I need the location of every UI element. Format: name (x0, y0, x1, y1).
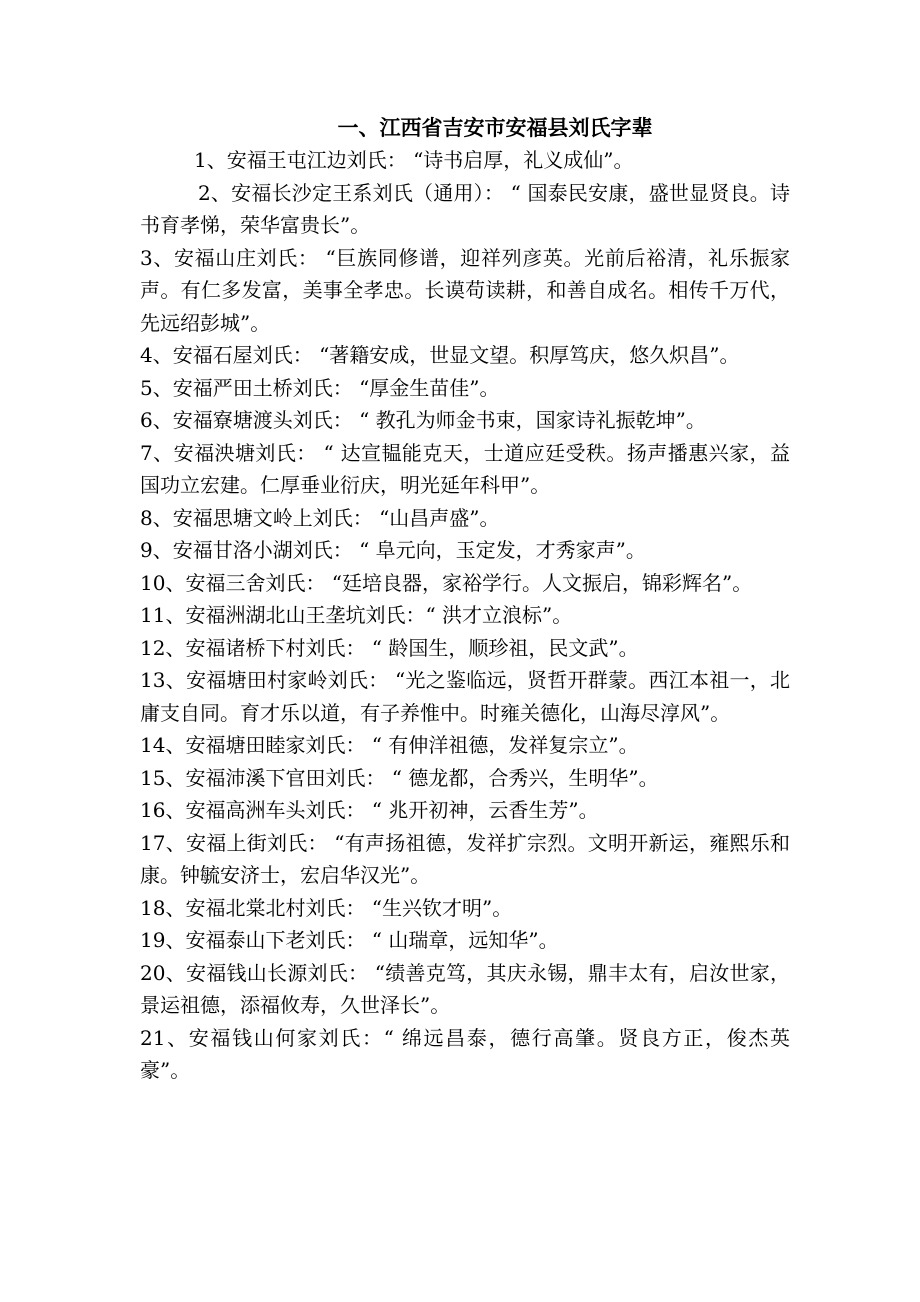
entry-6: 6、安福寮塘渡头刘氏： “ 教孔为师金书束，国家诗礼振乾坤”。 (140, 408, 706, 432)
entry-17: 17、安福上街刘氏： “有声扬祖德，发祥扩宗烈。文明开新运，雍熙乐和康。钟毓安济士，宏启华汉光”。 (140, 830, 790, 887)
entry-1: 1、安福王屯江边刘氏： “诗书启厚，礼义成仙”。 (194, 148, 634, 172)
entry-5: 5、安福严田土桥刘氏： “厚金生苗佳”。 (140, 375, 500, 400)
entry-3: 3、安福山庄刘氏： “巨族同修谱，迎祥列彦英。光前后裕清，礼乐振家声。有仁多发富，美事全孝忠。长谟苟读耕，和善自成名。相传千万代，先远绍彭城”。 (140, 245, 790, 335)
entry-19: 19、安福泰山下老刘氏： “ 山瑞章，远知华”。 (140, 928, 559, 952)
entry-8: 8、安福思塘文岭上刘氏： “山昌声盛”。 (140, 505, 500, 530)
entry-15: 15、安福沛溪下官田刘氏： “ 德龙都，合秀兴，生明华”。 (140, 765, 659, 790)
entry-9: 9、安福甘洛小湖刘氏： “ 阜元向，玉定发，才秀家声”。 (140, 538, 646, 562)
entry-10: 10、安福三舍刘氏： “廷培良器，家裕学行。人文振启，锦彩辉名”。 (140, 570, 753, 595)
entry-16: 16、安福高洲车头刘氏： “ 兆开初神，云香生芳”。 (140, 798, 599, 822)
entry-20: 20、安福钱山长源刘氏： “绩善克笃，其庆永锡，鼎丰太有，启汝世家，景运祖德，添福攸寿，久世泽长”。 (140, 960, 790, 1017)
entry-11: 11、安福洲湖北山王垄坑刘氏：“ 洪才立浪标”。 (140, 603, 573, 627)
entry-12: 12、安福诸桥下村刘氏： “ 龄国生，顺珍祖，民文武”。 (140, 635, 639, 660)
entry-4: 4、安福石屋刘氏： “著籍安成，世显文望。积厚笃庆，悠久炽昌”。 (140, 343, 740, 367)
entry-7: 7、安福泱塘刘氏： “ 达宣韫能克天，士道应廷受秩。扬声播惠兴家，益国功立宏建。仁厚垂业衍庆，明光延年科甲”。 (140, 440, 790, 497)
entry-18: 18、安福北棠北村刘氏： “生兴钦才明”。 (140, 895, 513, 920)
document-page (140, 112, 790, 1087)
entry-21: 21、安福钱山何家刘氏：“ 绵远昌泰，德行高肇。贤良方正，俊杰英豪”。 (140, 1025, 790, 1082)
entry-14: 14、安福塘田睦家刘氏： “ 有伸洋祖德，发祥复宗立”。 (140, 733, 639, 757)
entry-2: 2、安福长沙定王系刘氏（通用）： “ 国泰民安康，盛世显贤良。诗书育孝悌，荣华富贵长”。 (140, 180, 790, 237)
entry-13: 13、安福塘田村家岭刘氏： “光之鉴临远，贤哲开群蒙。西江本祖一，北庸支自同。育才乐以道，有子养惟中。时雍关德化，山海尽淳风”。 (140, 668, 790, 725)
document-title: 一、江西省吉安市安福县刘氏字辈 (337, 116, 653, 140)
